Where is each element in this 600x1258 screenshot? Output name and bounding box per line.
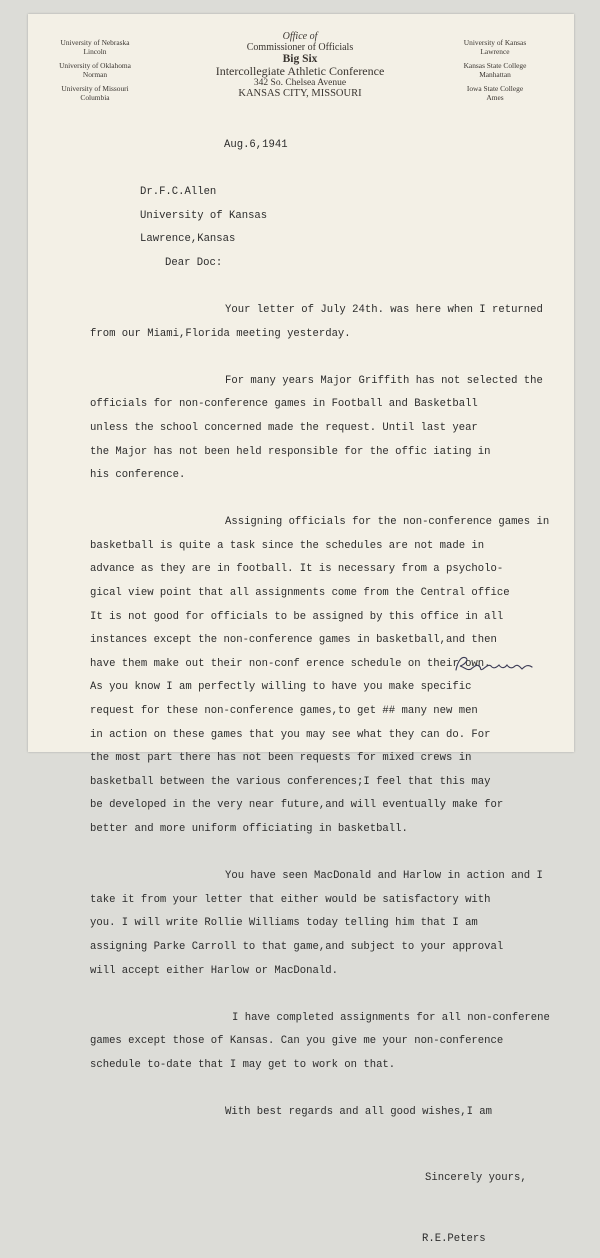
salutation: Dear Doc:	[165, 256, 223, 269]
paragraph-line: unless the school concerned made the request. Until last year	[90, 421, 478, 434]
paragraph-line: gical view point that all assignments come from the Central office	[90, 587, 510, 600]
school-name: University of Kansas	[463, 38, 527, 47]
paragraph-line: With best regards and all good wishes,I am	[225, 1106, 493, 1119]
letterhead-left-column	[40, 38, 150, 107]
letter-body	[90, 128, 580, 1258]
letterhead-center	[195, 32, 405, 100]
paragraph-line: will accept either Harlow or MacDonald.	[90, 964, 338, 977]
letterhead-commissioner: Commissioner of Officials	[246, 42, 354, 53]
letterhead-city: KANSAS CITY, MISSOURI	[238, 88, 362, 99]
school-city: Lincoln	[83, 47, 107, 56]
paragraph-line: advance as they are in football. It is necessary from a psycholo-	[90, 563, 504, 576]
letterhead-school	[40, 38, 150, 56]
address-line: Dr.F.C.Allen	[140, 185, 217, 198]
paragraph-line: games except those of Kansas. Can you give me your non-conference	[90, 1035, 504, 1048]
paragraph-line: I have completed assignments for all non-conferene	[232, 1011, 550, 1024]
address-line: University of Kansas	[140, 209, 268, 222]
school-city: Columbia	[80, 93, 110, 102]
signer-name: R.E.Peters	[422, 1232, 486, 1245]
letterhead-conference: Intercollegiate Athletic Conference	[215, 64, 385, 78]
paragraph-line: For many years Major Griffith has not selected the	[225, 374, 543, 387]
closing: Sincerely yours,	[425, 1171, 527, 1184]
paragraph-line: in action on these games that you may see what they can do. For	[90, 728, 491, 741]
letterhead-school	[40, 61, 150, 79]
paragraph-line: instances except the non-conference games in basketball,and then	[90, 634, 497, 647]
paragraph-line: his conference.	[90, 469, 186, 482]
paragraph-line: You have seen MacDonald and Harlow in action and I	[225, 870, 543, 883]
paragraph-line: As you know I am perfectly willing to have you make specific	[90, 681, 472, 694]
school-name: University of Oklahoma	[59, 61, 131, 70]
school-name: Kansas State College	[463, 61, 527, 70]
paragraph-line: schedule to-date that I may get to work on that.	[90, 1058, 396, 1071]
paragraph-line: request for these non-conference games,to get ## many new men	[90, 705, 478, 718]
paragraph-line: from our Miami,Florida meeting yesterday.	[90, 327, 351, 340]
paragraph-line: take it from your letter that either would be satisfactory with	[90, 893, 491, 906]
letterhead-school	[40, 84, 150, 102]
paragraph-line: assigning Parke Carroll to that game,and subject to your approval	[90, 940, 504, 953]
paragraph-line: you. I will write Rollie Williams today telling him that I am	[90, 917, 478, 930]
paragraph-line: basketball between the various conferences;I feel that this may	[90, 775, 491, 788]
paragraph-line: the most part there has not been requests for mixed crews in	[90, 752, 472, 765]
paragraph-line: It is not good for officials to be assigned by this office in all	[90, 610, 504, 623]
letterhead-address: 342 So. Chelsea Avenue	[253, 78, 347, 88]
letterhead-right-column	[440, 38, 550, 107]
paragraph-line: officials for non-conference games in Football and Basketball	[90, 398, 478, 411]
school-city: Lawrence	[480, 47, 510, 56]
paragraph-line: Assigning officials for the non-conference games in	[225, 516, 550, 529]
letterhead-office: Office of	[282, 31, 318, 42]
school-city: Ames	[486, 93, 504, 102]
paragraph-line: Your letter of July 24th. was here when I returned	[225, 303, 543, 316]
letterhead-school	[440, 84, 550, 102]
school-name: University of Missouri	[61, 84, 129, 93]
paragraph-line: the Major has not been held responsible for the offic iating in	[90, 445, 491, 458]
letterhead-big-six: Big Six	[282, 53, 318, 65]
paragraph-line: basketball is quite a task since the schedules are not made in	[90, 539, 485, 552]
letterhead-school	[440, 38, 550, 56]
school-city: Norman	[82, 70, 108, 79]
school-name: University of Nebraska	[60, 38, 130, 47]
paragraph-line: be developed in the very near future,and will eventually make for	[90, 799, 504, 812]
school-city: Manhattan	[479, 70, 511, 79]
handwritten-signature	[452, 652, 537, 676]
letter-date: Aug.6,1941	[224, 138, 288, 151]
paragraph-line: better and more uniform officiating in basketball.	[90, 823, 408, 836]
letterhead-school	[440, 61, 550, 79]
paragraph-line: have them make out their non-conf erence schedule on their own.	[90, 657, 491, 670]
school-name: Iowa State College	[466, 84, 524, 93]
address-line: Lawrence,Kansas	[140, 233, 236, 246]
